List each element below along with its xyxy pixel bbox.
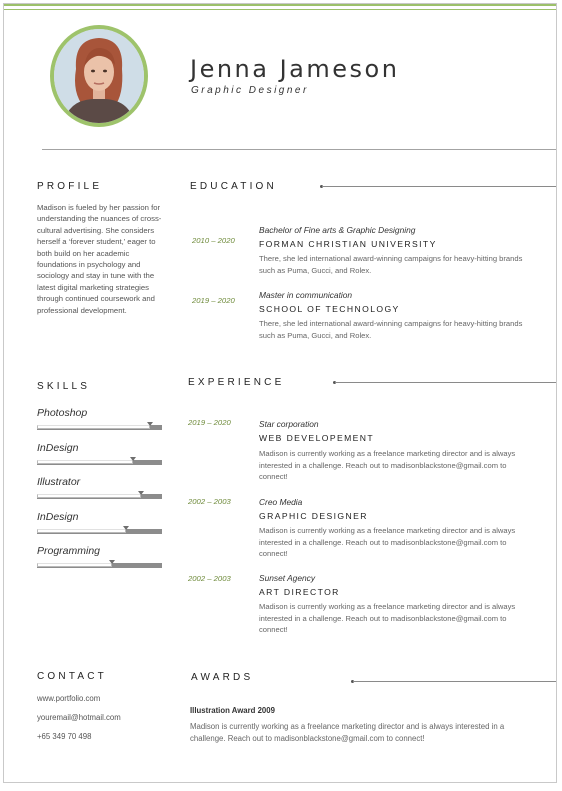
education-years: 2010 – 2020 [192,236,235,245]
education-description: There, she led international award-winning campaigns for heavy-hitting brands such as Puma, Gucci, and Rolex. [259,254,523,275]
skill-name: InDesign [37,511,79,523]
experience-divider [335,382,556,383]
skill-level-bar [37,494,162,499]
education-degree: Master in communication [259,290,353,300]
experience-years: 2019 – 2020 [188,418,231,427]
skill-level-bar [37,529,162,534]
experience-role: GRAPHIC DESIGNER [259,511,368,521]
education-degree: Bachelor of Fine arts & Graphic Designing [259,225,416,235]
skill-level-marker [109,560,115,564]
skill-name: Illustrator [37,476,81,488]
candidate-role: Graphic Designer [191,85,309,96]
experience-company: Sunset Agency [259,573,316,583]
experience-role: WEB DEVELOPEMENT [259,433,375,443]
skill-level-marker [138,491,144,495]
experience-role: ART DIRECTOR [259,587,340,597]
contact-heading: CONTACT [37,671,107,682]
education-heading: EDUCATION [190,181,277,192]
experience-company: Star corporation [259,419,319,429]
contact-website[interactable]: www.portfolio.com [37,694,101,703]
education-divider [322,186,556,187]
skill-level-fill [37,529,126,533]
education-school: FORMAN CHRISTIAN UNIVERSITY [259,239,437,249]
education-school: SCHOOL OF TECHNOLOGY [259,304,400,314]
skill-name: Programming [37,545,101,557]
header-divider [42,149,556,150]
experience-description: Madison is currently working as a freelance marketing director and is always interested in a challenge. Reach out to madisonblackstone@gmail.com to connect! [259,449,516,482]
awards-divider [353,681,556,682]
education-years: 2019 – 2020 [192,296,235,305]
awards-heading: AWARDS [191,672,254,683]
top-accent-line [4,4,556,6]
skill-level-fill [37,425,150,429]
skills-heading: SKILLS [37,381,91,392]
award-description: Madison is currently working as a freelance marketing director and is always interested in a challenge. Reach out to madisonblackstone@gmail.com to connect! [190,722,505,743]
contact-email[interactable]: youremail@hotmail.com [37,713,121,722]
experience-years: 2002 – 2003 [188,497,231,506]
experience-company: Creo Media [259,497,303,507]
skill-level-marker [123,526,129,530]
skill-level-fill [37,460,133,464]
portrait-image [54,29,144,123]
skill-level-bar [37,425,162,430]
skill-level-fill [37,563,112,567]
experience-years: 2002 – 2003 [188,574,231,583]
skill-level-marker [130,457,136,461]
profile-text: Madison is fueled by her passion for understanding the nuances of cross-cultural advertising. She considers herself a ‘forever student,’ eager to both build on her academic foundations in psychology and sociology and stay in tune with the latest digital marketing strategies through continued coursework and professional development. [37,203,162,315]
contact-phone: +65 349 70 498 [37,732,92,741]
skill-level-bar [37,460,162,465]
experience-description: Madison is currently working as a freelance marketing director and is always interested in a challenge. Reach out to madisonblackstone@gmail.com to connect! [259,602,516,635]
experience-description: Madison is currently working as a freelance marketing director and is always interested in a challenge. Reach out to madisonblackstone@gmail.com to connect! [259,526,516,559]
education-description: There, she led international award-winning campaigns for heavy-hitting brands such as Puma, Gucci, and Rolex. [259,319,523,340]
skill-name: InDesign [37,442,79,454]
skill-level-fill [37,494,141,498]
award-title: Illustration Award 2009 [190,706,275,715]
profile-photo [50,25,148,127]
profile-heading: PROFILE [37,181,103,192]
resume-page [3,3,557,783]
candidate-name: Jenna Jameson [190,55,400,83]
top-accent-line-thin [4,9,556,10]
skill-level-bar [37,563,162,568]
experience-heading: EXPERIENCE [188,377,285,388]
skill-name: Photoshop [37,407,88,419]
skill-level-marker [147,422,153,426]
